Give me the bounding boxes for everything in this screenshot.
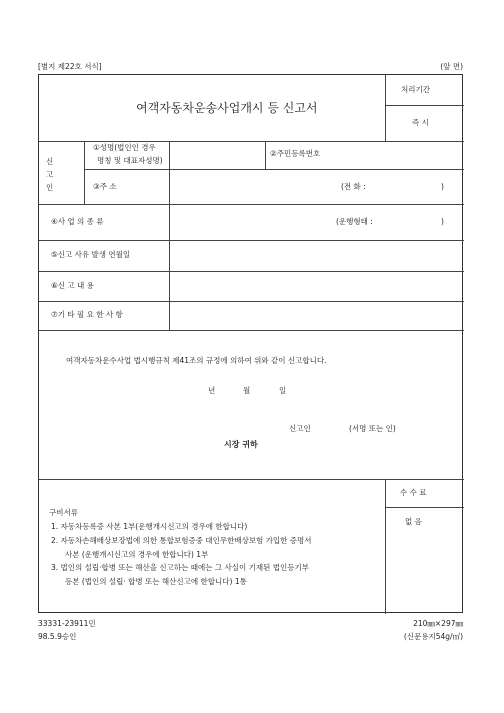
occurrence-date-label: ⑤신고 사유 발생 연월일: [51, 250, 131, 259]
date-month: 월: [243, 386, 251, 395]
processing-period-label: 처리기간: [401, 85, 430, 94]
phone-close: ): [441, 182, 444, 191]
document-item-2-line1: 2. 자동차손해배상보장법에 의한 통합보험증중 대인무한배상보험 가입한 증명서: [51, 536, 312, 545]
phone-label: (전 화 :: [341, 182, 366, 191]
other-items-label: ⑦기 타 필 요 한 사 항: [51, 310, 123, 319]
operation-type-close: ): [441, 217, 444, 226]
declaration-text: 여객자동차운수사업 법시행규칙 제41조의 규정에 의하여 위와 같이 신고합니다.: [66, 356, 327, 365]
documents-heading: 구비서류: [49, 508, 78, 517]
reporter-label: 신고인: [289, 424, 311, 433]
processing-period-value: 즉 시: [412, 118, 429, 127]
signature-label: (서명 또는 인): [349, 424, 396, 433]
operation-type-label: (운행형태 :: [336, 217, 373, 226]
approval-date: 98.5.9승인: [38, 632, 77, 641]
address-label: ③주 소: [93, 182, 117, 191]
form-number: [별지 제22호 서식]: [38, 62, 102, 71]
document-item-3-line2: 등본 (법인의 설립· 합병 또는 해산신고에 한합니다) 1통: [65, 577, 247, 586]
business-type-label: ④사 업 의 종 류: [51, 217, 104, 226]
report-form: [38, 74, 463, 613]
fee-label: 수 수 료: [400, 488, 427, 497]
paper-type: (신문용지54g/㎡): [403, 632, 463, 641]
date-year: 년: [208, 386, 216, 395]
document-item-2-line2: 사본 (운행개시신고의 경우에 한합니다) 1부: [65, 550, 209, 559]
addressee: 시장 귀하: [224, 440, 258, 449]
fee-value: 없 음: [405, 517, 422, 526]
document-item-1: 1. 자동차등록증 사본 1부(운행개시신고의 경우에 한합니다): [51, 522, 248, 531]
applicant-section-label: 신고인: [46, 157, 54, 192]
page-side: (앞 면): [440, 62, 463, 71]
name-label-line1: ①성명(법인인 경우: [93, 143, 156, 152]
form-title: 여객자동차운송사업개시 등 신고서: [136, 101, 318, 115]
form-code: 33331-23911민: [38, 619, 96, 628]
document-item-3-line1: 3. 법인의 설립·합병 또는 해산을 신고하는 때에는 그 사실이 기재된 법인등기부: [51, 563, 309, 572]
date-day: 일: [279, 386, 287, 395]
report-content-label: ⑥신 고 내 용: [51, 281, 94, 290]
resident-id-label: ②주민등록번호: [270, 149, 321, 158]
paper-size: 210㎜×297㎜: [413, 619, 463, 628]
name-label-line2: 명칭 및 대표자성명): [97, 156, 163, 165]
